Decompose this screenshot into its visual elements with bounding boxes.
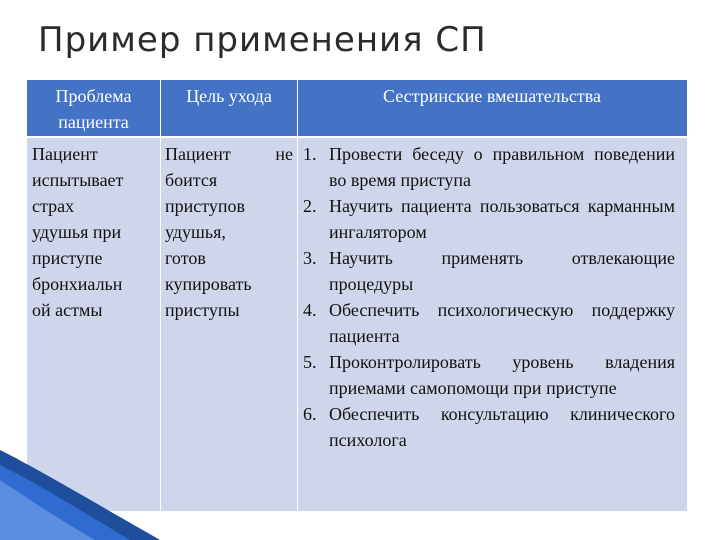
decorative-swoosh xyxy=(0,430,180,540)
goal-line: удушья, xyxy=(165,222,226,242)
problem-line: испытывает xyxy=(32,170,124,190)
intervention-number: 3. xyxy=(303,248,317,268)
intervention-item xyxy=(303,401,675,453)
interventions-cell xyxy=(303,141,675,453)
problem-line: страх xyxy=(32,196,75,216)
goal-line: купировать xyxy=(165,274,252,294)
intervention-text: Научить пациента пользоваться карманным ингалятором xyxy=(329,196,675,242)
intervention-item xyxy=(303,349,675,401)
intervention-item xyxy=(303,297,675,349)
intervention-number: 5. xyxy=(303,352,317,372)
intervention-item xyxy=(303,141,675,193)
intervention-item xyxy=(303,245,675,297)
slide-title: Пример применения СП xyxy=(38,20,487,60)
intervention-text: Научить применять отвлекающие процедуры xyxy=(329,248,675,294)
intervention-text: Провести беседу о правильном поведении во время приступа xyxy=(329,144,675,190)
intervention-number: 2. xyxy=(303,196,317,216)
goal-line: боится xyxy=(165,170,218,190)
header-goal: Цель ухода xyxy=(186,86,272,106)
header-problem: Проблема пациента xyxy=(55,86,132,132)
goal-line: приступов xyxy=(165,196,246,216)
problem-line: Пациент xyxy=(32,144,98,164)
problem-line: бронхиальн xyxy=(32,274,123,294)
intervention-item xyxy=(303,193,675,245)
problem-line: удушья при xyxy=(32,222,122,242)
intervention-number: 4. xyxy=(303,300,317,320)
intervention-number: 1. xyxy=(303,144,317,164)
problem-cell xyxy=(32,141,157,323)
goal-line: готов xyxy=(165,248,206,268)
problem-line: ой астмы xyxy=(32,300,103,320)
goal-cell xyxy=(165,141,293,323)
header-divider xyxy=(27,136,687,138)
goal-line: приступы xyxy=(165,300,240,320)
goal-line: Пациент не xyxy=(165,144,293,164)
problem-line: приступе xyxy=(32,248,103,268)
column-divider xyxy=(297,80,298,511)
intervention-number: 6. xyxy=(303,404,317,424)
table-header-row xyxy=(27,80,687,136)
header-interventions: Сестринские вмешательства xyxy=(383,86,601,106)
intervention-text: Проконтролировать уровень владения приемами самопомощи при приступе xyxy=(329,352,675,398)
intervention-text: Обеспечить психологическую поддержку пациента xyxy=(329,300,675,346)
intervention-text: Обеспечить консультацию клинического психолога xyxy=(329,404,675,450)
